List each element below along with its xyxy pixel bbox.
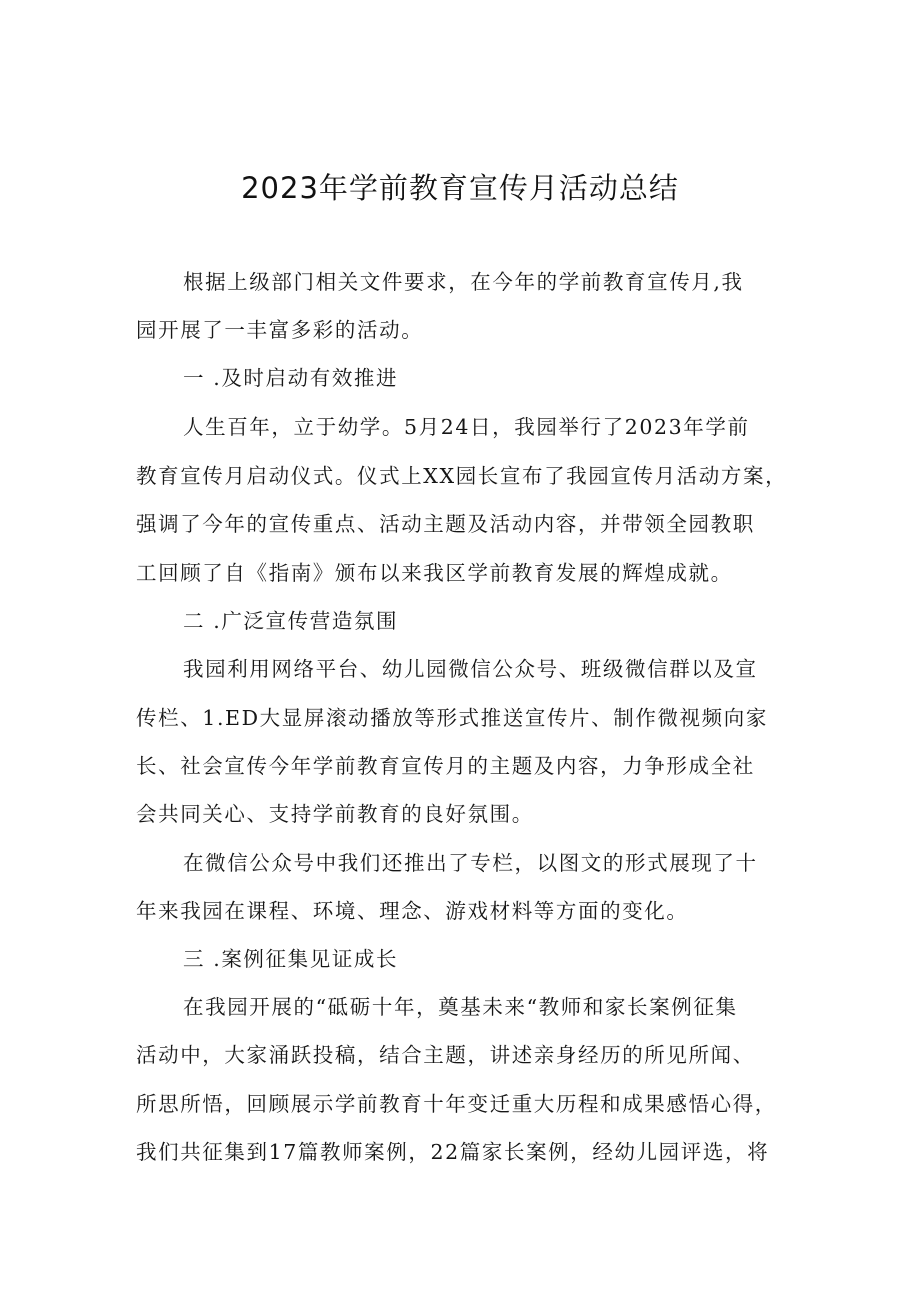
- section-heading: 一 .及时启动有效推进: [183, 366, 399, 390]
- paragraph-line: 根据上级部门相关文件要求，在今年的学前教育宣传月,我: [183, 270, 744, 294]
- paragraph-line: 教育宣传月启动仪式。仪式上XX园长宣布了我园宣传月活动方案，: [136, 464, 788, 488]
- document-title: 2023年学前教育宣传月活动总结: [241, 171, 679, 205]
- section-heading: 二 .广泛宣传营造氛围: [183, 609, 399, 633]
- paragraph-line: 强调了今年的宣传重点、活动主题及活动内容，并带领全园教职: [136, 512, 755, 536]
- section-heading: 三 .案例征集见证成长: [183, 947, 399, 971]
- paragraph-line: 我园利用网络平台、幼儿园微信公众号、班级微信群以及宣: [183, 657, 758, 681]
- paragraph-line: 长、社会宣传今年学前教育宣传月的主题及内容，力争形成全社: [136, 754, 755, 778]
- paragraph-line: 年来我园在课程、环境、理念、游戏材料等方面的变化。: [136, 899, 689, 923]
- paragraph-line: 我们共征集到17篇教师案例，22篇家长案例，经幼儿园评选，将: [136, 1140, 770, 1164]
- paragraph-line: 在我园开展的“砥砺十年，奠基未来“教师和家长案例征集: [183, 995, 738, 1019]
- paragraph-line: 工回顾了自《指南》颁布以来我区学前教育发展的辉煌成就。: [136, 561, 733, 585]
- paragraph-line: 传栏、1.ED大显屏滚动播放等形式推送宣传片、制作微视频向家: [136, 706, 768, 730]
- paragraph-line: 会共同关心、支持学前教育的良好氛围。: [136, 802, 534, 826]
- paragraph-line: 在微信公众号中我们还推出了专栏，以图文的形式展现了十: [183, 851, 758, 875]
- paragraph-line: 人生百年，立于幼学。5月24日，我园举行了2023年学前: [183, 415, 750, 439]
- paragraph-line: 园开展了一丰富多彩的活动。: [136, 318, 424, 342]
- paragraph-line: 所思所悟，回顾展示学前教育十年变迁重大历程和成果感悟心得，: [136, 1092, 777, 1116]
- paragraph-line: 活动中，大家涌跃投稿，结合主题，讲述亲身经历的所见所闻、: [136, 1043, 755, 1067]
